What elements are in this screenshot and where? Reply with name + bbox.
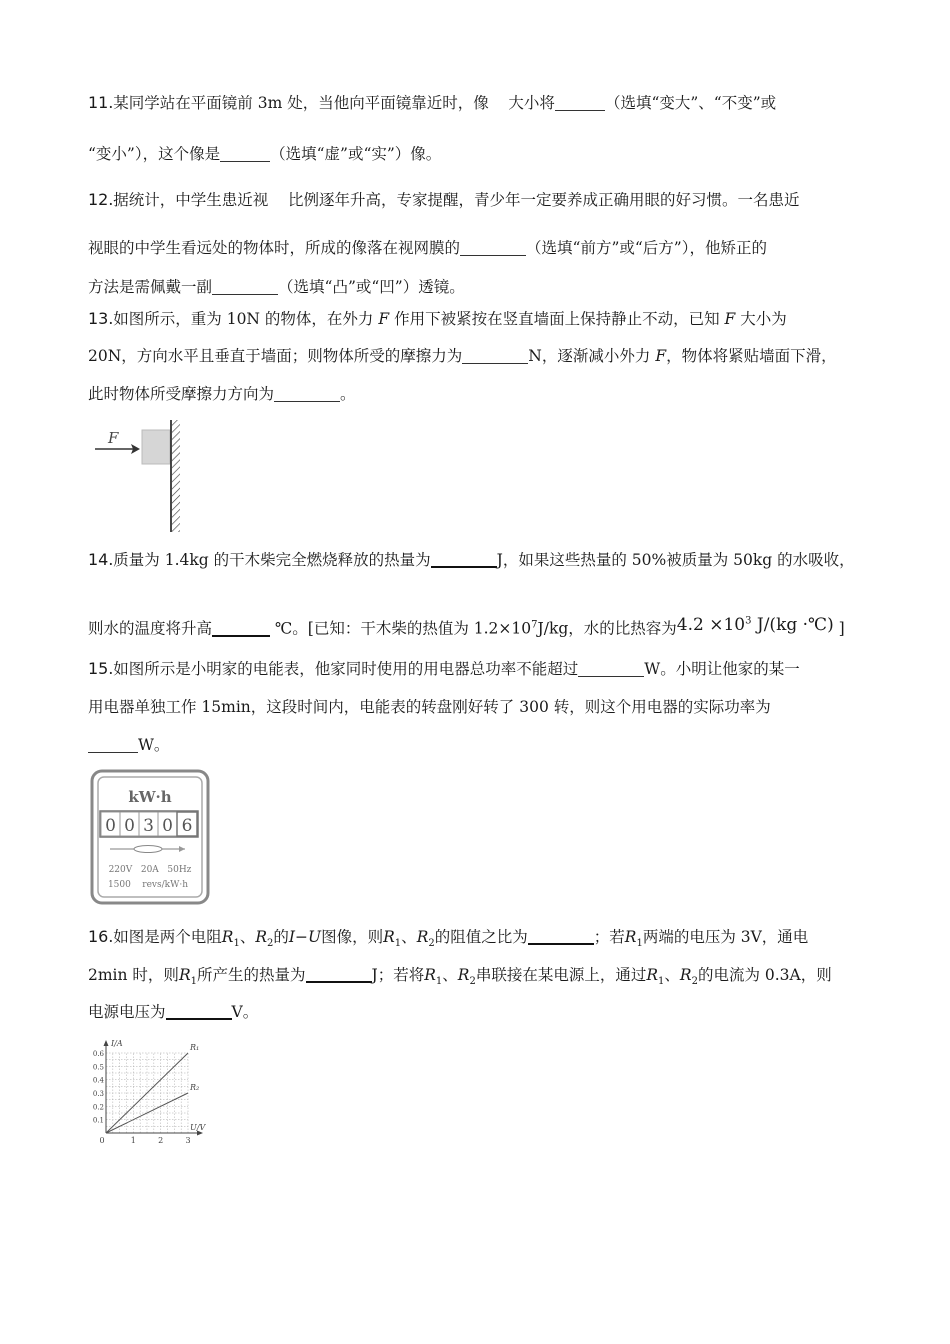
q13-text-f: ，物体将紧贴墙面下滑， — [666, 347, 837, 365]
q15-meter-figure — [90, 769, 212, 907]
q16-text-k: 的电流为 0.3A，则 — [697, 966, 832, 984]
q13-text-h: 。 — [340, 385, 356, 403]
q14-text-d: ℃。[已知：干木柴的热值为 1.2×10 — [274, 619, 532, 638]
q13-force-symbol-3: F — [655, 347, 667, 365]
q12-line-2 — [88, 238, 767, 258]
q11-text-c: （选填“变大”、“不变”或 — [604, 94, 777, 112]
q16-line-1: 16.如图是两个电阻$R_1$、$R_2$的I−U图像，则$R_1$、$R_2$的阻值之比为 ；若$R_1$两端的电压为 3V，通电 — [88, 927, 809, 950]
q16-text-l: 电源电压为 — [88, 1003, 166, 1021]
q16-text-j: 串联接在某电源上，通过 — [475, 966, 647, 984]
q13-text-a: .如图所示，重为 10N 的物体，在外力 — [108, 310, 374, 328]
q16-text-b: 的 — [273, 928, 289, 946]
q14-blank-1[interactable] — [431, 550, 497, 568]
q12-blank-2[interactable] — [212, 278, 278, 295]
q15-text-a: .如图所示是小明家的电能表，他家同时使用的用电器总功率不能超过 — [108, 660, 579, 678]
q11-blank-2[interactable] — [220, 145, 270, 162]
q16-iu: I−U — [288, 928, 322, 946]
q13-number: 13 — [88, 309, 109, 328]
q15-number: 15 — [88, 659, 109, 678]
q16-blank-1[interactable] — [528, 927, 594, 945]
q12-text-c: 视眼的中学生看远处的物体时，所成的像落在视网膜的 — [88, 239, 461, 257]
meter-unit: kW·h — [128, 788, 172, 806]
q14-text-e: J/kg，水的比热容为 — [537, 619, 677, 638]
q14-text-c: 则水的温度将升高 — [88, 619, 213, 638]
q13-text-g: 此时物体所受摩擦力方向为 — [88, 385, 275, 403]
q13-blank-1[interactable] — [462, 347, 528, 364]
q16-blank-3[interactable] — [166, 1002, 232, 1020]
iu-chart-svg — [88, 1036, 216, 1146]
q14-blank-2[interactable] — [212, 619, 270, 637]
q14-text-a: .质量为 1.4kg 的干木柴完全燃烧释放的热量为 — [108, 551, 431, 569]
q15-line-2 — [88, 697, 771, 717]
meter-dial — [134, 846, 162, 853]
q13-text-b: 作用下被紧按在竖直墙面上保持静止不动，已知 — [394, 310, 720, 328]
q11-text-a: .某同学站在平面镜前 3m 处，当他向平面镜靠近时，像 — [108, 94, 489, 112]
q13-force-symbol-2: F — [724, 310, 736, 328]
y-axis-label: I/A — [111, 1039, 123, 1048]
x-tick-label: 0 — [99, 1136, 105, 1145]
q12-text-f: （选填“凸”或“凹”）透镜。 — [278, 278, 465, 296]
q12-number: 12 — [88, 190, 109, 209]
y-tick-label: 0.5 — [92, 1063, 104, 1072]
y-tick-label: 0.2 — [92, 1103, 104, 1112]
y-tick-label: 0.1 — [92, 1116, 104, 1125]
q16-text-g: 2min 时，则 — [88, 966, 179, 984]
q12-line-1 — [88, 190, 800, 210]
q15-text-b: W。小明让他家的某一 — [644, 660, 800, 678]
q16-text-i: J；若将 — [371, 966, 425, 984]
meter-spec-1: 220V 20A 50Hz — [108, 865, 192, 875]
q14-line-1 — [88, 550, 855, 570]
meter-digit-5: 6 — [181, 816, 193, 836]
q16-line-3 — [88, 1002, 258, 1022]
q16-text-e: ；若 — [593, 928, 625, 946]
q15-line-1 — [88, 659, 800, 679]
q16-text-m: V。 — [231, 1003, 259, 1021]
q12-line-3 — [88, 277, 465, 297]
meter-digit-4: 0 — [162, 816, 173, 836]
x-axis-label: U/V — [190, 1123, 206, 1132]
q11-blank-1[interactable] — [555, 94, 605, 111]
q16-text-f: 两端的电压为 3V，通电 — [642, 928, 809, 946]
q15-blank-2[interactable] — [88, 736, 138, 753]
q14-exponent: 7 — [531, 619, 538, 631]
q13-text-d: 20N，方向水平且垂直于墙面；则物体所受的摩擦力为 — [88, 347, 463, 365]
q16-blank-2[interactable] — [306, 965, 372, 983]
q11-text-d: “变小”），这个像是 — [88, 145, 221, 163]
q12-text-e: 方法是需佩戴一副 — [88, 278, 213, 296]
q15-blank-1[interactable] — [578, 660, 644, 677]
y-tick-label: 0.6 — [92, 1050, 104, 1058]
y-axis-arrow — [104, 1040, 109, 1046]
q11-number: 11 — [88, 93, 109, 112]
q13-figure — [92, 420, 202, 536]
q16-text-a: .如图是两个电阻 — [108, 928, 222, 946]
series-label-R1: R₁ — [190, 1043, 200, 1052]
q12-text-b: 比例逐年升高，专家提醒，青少年一定要养成正确用眼的好习惯。一名患近 — [288, 191, 800, 209]
q16-text-d: 的阻值之比为 — [434, 928, 528, 946]
x-tick-label: 1 — [130, 1136, 136, 1145]
q13-line-1 — [88, 309, 787, 329]
q16-text-c: 图像，则 — [321, 928, 384, 946]
q15-line-3 — [88, 735, 169, 755]
q16-line-2: 2min 时，则$R_1$所产生的热量为 J；若将$R_1$、$R_2$串联接在某电源上，通过$R_1$、$R_2$的电流为 0.3A，则 — [88, 966, 832, 988]
block — [142, 430, 170, 464]
q12-text-d: （选填“前方”或“后方”），他矫正的 — [526, 239, 767, 257]
q12-blank-1[interactable] — [460, 239, 526, 256]
q14-number: 14 — [88, 550, 109, 569]
q12-text-a: .据统计，中学生患近视 — [108, 191, 269, 209]
q16-iu-chart — [88, 1036, 216, 1146]
q14-text-f: ] — [838, 619, 845, 638]
meter-digit-3: 3 — [143, 816, 154, 836]
q13-line-3 — [88, 384, 356, 404]
meter-digit-1: 0 — [105, 816, 116, 836]
meter-spec-2: 1500 revs/kW·h — [107, 880, 189, 890]
q16-number: 16 — [88, 927, 109, 946]
y-tick-label: 0.4 — [92, 1076, 104, 1085]
force-label: F — [108, 429, 119, 447]
q14-formula: $4.2 \times 10^3$ J/(kg ·℃) — [676, 614, 834, 635]
meter-digit-2: 0 — [124, 816, 135, 836]
q11-text-b: 大小将 — [508, 94, 555, 112]
q15-text-d: W。 — [138, 736, 170, 754]
q13-blank-2[interactable] — [274, 385, 340, 402]
q14-text-b: J，如果这些热量的 50%被质量为 50kg 的水吸收， — [496, 551, 855, 569]
q14-line-2 — [88, 611, 845, 639]
q16-text-h: 所产生的热量为 — [196, 966, 306, 984]
y-tick-label: 0.3 — [92, 1090, 104, 1098]
q13-force-symbol: F — [378, 310, 390, 328]
x-tick-label: 3 — [185, 1136, 191, 1145]
wall-hatching — [172, 420, 180, 532]
q11-text-e: （选填“虚”或“实”）像。 — [270, 145, 442, 163]
q11-line-1 — [88, 93, 776, 113]
series-label-R2: R₂ — [190, 1083, 200, 1092]
x-tick-label: 2 — [158, 1136, 164, 1145]
q13-text-c: 大小为 — [740, 310, 787, 328]
q15-text-c: 用电器单独工作 15min，这段时间内，电能表的转盘刚好转了 300 转，则这个用电器的实际功率为 — [88, 698, 771, 716]
q13-text-e: N，逐渐减小外力 — [528, 347, 651, 365]
q11-line-2 — [88, 144, 441, 164]
q13-line-2 — [88, 346, 837, 366]
